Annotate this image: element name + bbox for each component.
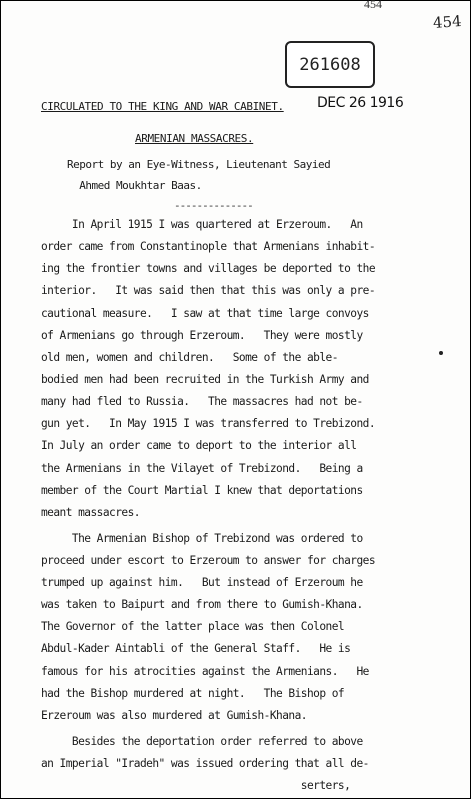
body-line: gun yet. In May 1915 I was transferred to Trebizond. xyxy=(41,417,376,431)
body-line: cautional measure. I saw at that time large convoys xyxy=(41,306,369,320)
body-line: Abdul-Kader Aintabli of the General Staff. He is xyxy=(41,642,351,656)
page-number-top: 454 xyxy=(364,0,382,11)
body-line: ing the frontier towns and villages be deported to the xyxy=(41,262,376,276)
ink-speck xyxy=(439,351,443,355)
body-line: meant massacres. xyxy=(41,505,140,519)
separator-rule: -------------- xyxy=(174,199,253,212)
body-line: the Armenians in the Vilayet of Trebizond. Being a xyxy=(41,461,363,475)
body-line: old men, women and children. Some of the able- xyxy=(41,350,338,364)
body-line: was taken to Baipurt and from there to Gumish-Khana. xyxy=(41,598,363,612)
body-line: The Governor of the latter place was then Colonel xyxy=(41,620,345,634)
document-title: ARMENIAN MASSACRES. xyxy=(135,132,254,145)
body-line: had the Bishop murdered at night. The Bishop of xyxy=(41,686,345,700)
body-line: Erzeroum was also murdered at Gumish-Khana. xyxy=(41,708,307,722)
body-line: order came from Constantinople that Armenians inhabit- xyxy=(41,240,376,254)
handwritten-page-number: 454 xyxy=(432,12,463,32)
body-line: Besides the deportation order referred to above xyxy=(41,734,363,748)
registry-stamp xyxy=(285,41,375,88)
body-line: In April 1915 I was quartered at Erzeroum. An xyxy=(41,218,363,231)
body-line: many had fled to Russia. The massacres had not be- xyxy=(41,395,363,409)
subtitle-line-1: Report by an Eye-Witness, Lieutenant Sayied xyxy=(67,158,331,171)
body-line: interior. It was said then that this was only a pre- xyxy=(41,284,376,298)
subtitle-line-2: Ahmed Moukhtar Baas. xyxy=(79,179,202,192)
body-line: of Armenians go through Erzeroum. They were mostly xyxy=(41,328,363,342)
registry-stamp-number: 261608 xyxy=(299,54,361,75)
date-stamp: DEC 26 1916 xyxy=(317,95,404,111)
body-line: member of the Court Martial I knew that deportations xyxy=(41,483,363,497)
body-line: serters, xyxy=(41,779,351,792)
body-line: famous for his atrocities against the Armenians. He xyxy=(41,664,369,678)
circulation-heading: CIRCULATED TO THE KING AND WAR CABINET. xyxy=(41,100,284,113)
body-line: In July an order came to deport to the interior all xyxy=(41,439,357,453)
body-line: an Imperial "Iradeh" was issued ordering that all de- xyxy=(41,756,369,770)
body-line: The Armenian Bishop of Trebizond was ordered to xyxy=(41,531,363,545)
body-line: proceed under escort to Erzeroum to answer for charges xyxy=(41,553,376,567)
body-line: bodied men had been recruited in the Turkish Army and xyxy=(41,373,369,387)
body-line: trumped up against him. But instead of Erzeroum he xyxy=(41,576,363,589)
document-subtitle xyxy=(67,154,330,196)
